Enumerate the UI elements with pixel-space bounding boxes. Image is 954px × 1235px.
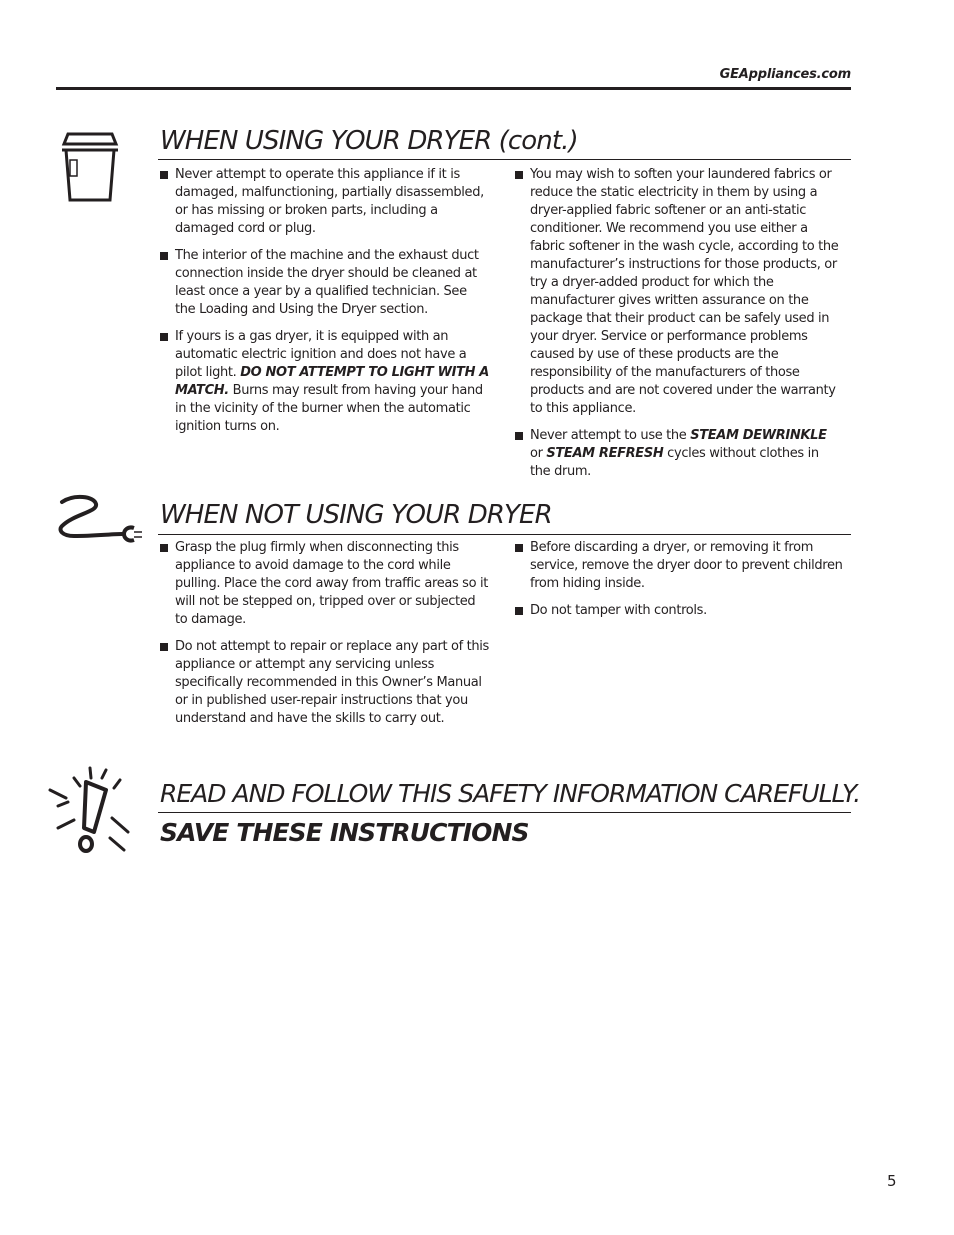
- square-bullet-icon: [515, 171, 523, 179]
- section-title-using-dryer: WHEN USING YOUR DRYER (cont.): [160, 126, 578, 156]
- square-bullet-icon: [160, 252, 168, 260]
- save-instructions-title: SAVE THESE INSTRUCTIONS: [160, 818, 529, 847]
- section2-right-column: [515, 539, 845, 629]
- header-rule: [56, 87, 851, 90]
- bullet-text: Burns may result from having your hand in the vicinity of the burner when the automatic ignition turns on.: [175, 383, 483, 434]
- bullet-item: [160, 247, 490, 319]
- section-title-read-and-follow: READ AND FOLLOW THIS SAFETY INFORMATION CAREFULLY.: [160, 779, 861, 808]
- bullet-text: Do not tamper with controls.: [530, 603, 707, 618]
- bullet-text: cycles without clothes in the drum.: [530, 446, 819, 479]
- square-bullet-icon: [160, 643, 168, 651]
- bullet-item: [160, 638, 490, 728]
- bullet-emphasis: STEAM REFRESH: [546, 446, 664, 461]
- bullet-text: or: [530, 446, 547, 461]
- section2-left-column: [160, 539, 490, 737]
- section-title-not-using-dryer: WHEN NOT USING YOUR DRYER: [160, 500, 552, 530]
- bullet-item: [515, 602, 845, 620]
- bullet-text: Never attempt to operate this appliance if it is damaged, malfunctioning, partially disassembled, or has missing or broken parts, including a damaged cord or plug.: [175, 167, 484, 236]
- bullet-text: If yours is a gas dryer, it is equipped with an automatic electric ignition and does not have a pilot light.: [175, 329, 467, 380]
- page-number: 5: [887, 1172, 897, 1190]
- bullet-item: [160, 539, 490, 629]
- plug-cord-icon: [54, 492, 146, 546]
- bullet-emphasis: DO NOT ATTEMPT TO LIGHT WITH A MATCH.: [175, 365, 489, 398]
- square-bullet-icon: [160, 333, 168, 341]
- exclamation-burst-icon: [44, 762, 136, 856]
- bullet-text: You may wish to soften your laundered fabrics or reduce the static electricity in them by using a dryer-applied fabric softener or an anti-static conditioner. We recommend you use either a fabric softener in the wash cycle, according to the manufacturer’s instructions for those products, or try a dryer-added product for which the manufacturer gives written assurance on the package that their product can be safely used in your dryer. Service or performance problems caused by use of these products are the responsibility of the manufacturers of those products and are not covered under the warranty to this appliance.: [530, 167, 839, 416]
- section-rule: [158, 159, 851, 160]
- section-rule: [158, 812, 851, 813]
- square-bullet-icon: [515, 432, 523, 440]
- bullet-text: The interior of the machine and the exhaust duct connection inside the dryer should be cleaned at least once a year by a qualified technician. See the Loading and Using the Dryer section.: [175, 248, 479, 317]
- square-bullet-icon: [515, 607, 523, 615]
- square-bullet-icon: [160, 171, 168, 179]
- bullet-item: [515, 539, 845, 593]
- bullet-text: Never attempt to use the: [530, 428, 691, 443]
- bullet-item: [515, 166, 840, 418]
- section1-left-column: [160, 166, 490, 445]
- square-bullet-icon: [160, 544, 168, 552]
- square-bullet-icon: [515, 544, 523, 552]
- bullet-text: Grasp the plug firmly when disconnecting this appliance to avoid damage to the cord while pulling. Place the cord away from traffic areas so it will not be stepped on, tripped over or subjected to damage.: [175, 540, 488, 627]
- section-rule: [158, 534, 851, 535]
- bullet-item: [160, 166, 490, 238]
- bullet-text: Do not attempt to repair or replace any part of this appliance or attempt any servicing unless specifically recommended in this Owner’s Manual or in published user-repair instructions that you understand and have the skills to carry out.: [175, 639, 489, 726]
- bullet-emphasis: STEAM DEWRINKLE: [690, 428, 827, 443]
- section1-right-column: [515, 166, 840, 490]
- dryer-icon: [58, 130, 122, 204]
- site-url: GEAppliances.com: [719, 67, 851, 82]
- bullet-text: Before discarding a dryer, or removing it from service, remove the dryer door to prevent children from hiding inside.: [530, 540, 843, 591]
- bullet-item: [160, 328, 490, 436]
- bullet-item: [515, 427, 840, 481]
